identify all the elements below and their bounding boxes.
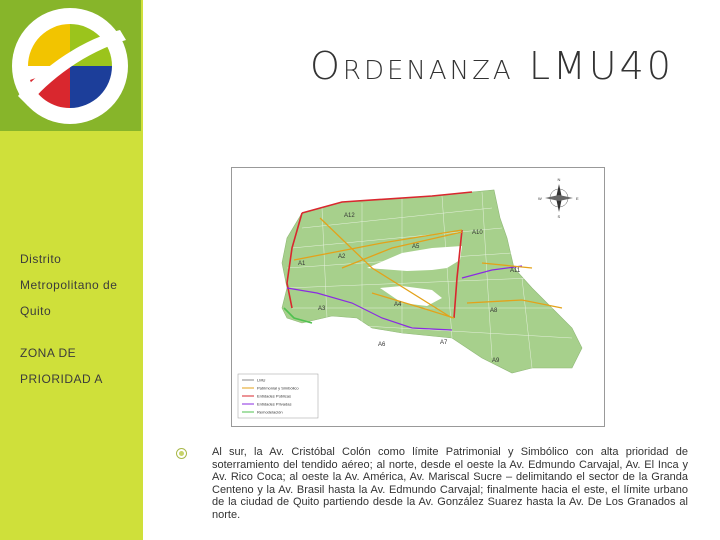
zone-label-a9: A9	[492, 358, 500, 364]
zone-label-a6: A6	[378, 342, 386, 348]
zone-label-a1: A1	[298, 261, 306, 267]
legend-item-patrimonial: Patrimonial y Simbólico	[257, 385, 299, 391]
compass-e: E	[576, 196, 579, 201]
zone-label-a12: A12	[344, 213, 355, 219]
zone-label-a10: A10	[472, 230, 483, 236]
sidebar-line-metropolitan: Metropolitano de	[20, 278, 118, 292]
zone-map	[231, 167, 605, 427]
legend-item-lmu: LMU	[257, 377, 266, 383]
zone-label-a8: A8	[490, 308, 498, 314]
title-small-caps: RDENANZA	[342, 56, 514, 86]
legend-item-remodel: Remodelación	[257, 409, 283, 415]
sidebar	[0, 0, 143, 540]
compass-n: N	[557, 177, 561, 182]
quito-logo	[0, 0, 141, 131]
zone-label-a5: A5	[412, 244, 420, 250]
title-first-letter: O	[310, 44, 343, 88]
slide-title	[310, 44, 674, 88]
sidebar-line-zone: ZONA DE	[20, 346, 77, 360]
compass-icon	[538, 177, 579, 219]
compass-s: S	[557, 214, 561, 219]
map-legend	[238, 374, 318, 418]
zone-label-a3: A3	[318, 306, 326, 312]
zone-label-a7: A7	[440, 340, 448, 346]
map-land	[282, 190, 582, 373]
sidebar-line-quito: Quito	[20, 304, 52, 318]
title-code: LMU40	[528, 44, 674, 88]
zone-label-a4: A4	[394, 302, 402, 308]
zone-label-a11: A11	[510, 268, 521, 274]
sidebar-line-priority: PRIORIDAD A	[20, 372, 103, 386]
compass-w: W	[538, 196, 542, 201]
sidebar-line-district: Distrito	[20, 252, 62, 266]
bullet-icon	[176, 448, 187, 459]
zone-label-a2: A2	[338, 254, 346, 260]
legend-item-public: Entidades Públicas	[257, 393, 292, 399]
legend-item-private: Entidades Privadas	[257, 401, 292, 407]
body-paragraph: Al sur, la Av. Cristóbal Colón como límite Patrimonial y Simbólico con alta prioridad de soterramiento del tendido aéreo; al norte, desde el oeste la Av. Edmundo Carvajal, Av. El Inca y Av. Rico Coca; al oeste la Av. América, Av. Mariscal Sucre – delimitando el sector de la Granda Centeno y la Av. Brasil hasta la Av. Edmundo Carvajal; finalmente hacia el este, el límite urbano de la ciudad de Quito partiendo desde la Av. González Suarez hasta la Av. De Los Granados al norte.	[212, 446, 688, 521]
